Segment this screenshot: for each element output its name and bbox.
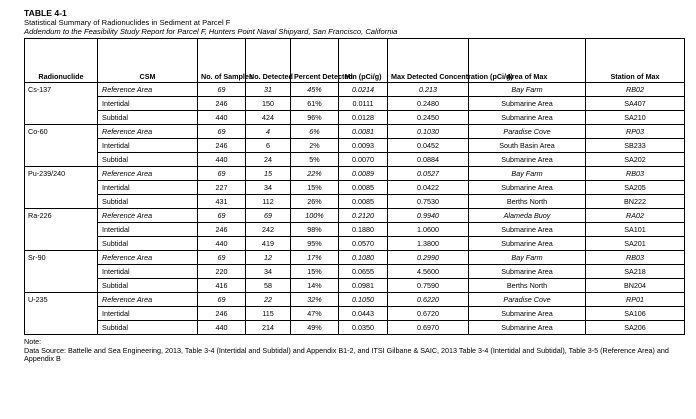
detected-cell: 12 bbox=[246, 251, 291, 265]
table-row bbox=[25, 195, 685, 209]
min-cell: 0.0981 bbox=[339, 279, 388, 293]
max-cell: 0.7590 bbox=[388, 279, 469, 293]
radionuclide-cell: Cs-137 bbox=[25, 83, 98, 125]
column-header-max: Max Detected Concentration (pCi/g) bbox=[388, 39, 469, 83]
area-cell: Submarine Area bbox=[469, 97, 586, 111]
samples-cell: 440 bbox=[198, 321, 246, 335]
column-header-samples: No. of Samples bbox=[198, 39, 246, 83]
max-cell: 0.6720 bbox=[388, 307, 469, 321]
area-cell: Submarine Area bbox=[469, 223, 586, 237]
percent-cell: 61% bbox=[291, 97, 339, 111]
percent-cell: 2% bbox=[291, 139, 339, 153]
min-cell: 0.0070 bbox=[339, 153, 388, 167]
min-cell: 0.0655 bbox=[339, 265, 388, 279]
percent-cell: 15% bbox=[291, 265, 339, 279]
area-cell: Submarine Area bbox=[469, 237, 586, 251]
samples-cell: 69 bbox=[198, 83, 246, 97]
station-cell: SA218 bbox=[586, 265, 685, 279]
csm-cell: Intertidal bbox=[98, 181, 198, 195]
area-cell: Paradise Cove bbox=[469, 125, 586, 139]
max-cell: 0.0452 bbox=[388, 139, 469, 153]
csm-cell: Reference Area bbox=[98, 125, 198, 139]
station-cell: BN222 bbox=[586, 195, 685, 209]
document-page bbox=[24, 8, 684, 364]
station-cell: RP03 bbox=[586, 125, 685, 139]
min-cell: 0.0128 bbox=[339, 111, 388, 125]
radionuclide-cell: Ra-226 bbox=[25, 209, 98, 251]
percent-cell: 95% bbox=[291, 237, 339, 251]
csm-cell: Subtidal bbox=[98, 195, 198, 209]
csm-cell: Intertidal bbox=[98, 139, 198, 153]
table-row bbox=[25, 293, 685, 307]
table-number: TABLE 4-1 bbox=[24, 8, 67, 18]
column-header-percent: Percent Detected bbox=[291, 39, 339, 83]
samples-cell: 227 bbox=[198, 181, 246, 195]
station-cell: SA210 bbox=[586, 111, 685, 125]
percent-cell: 98% bbox=[291, 223, 339, 237]
note-text: Data Source: Battelle and Sea Engineering, 2013, Table 3-4 (Intertidal and Subtidal) and Appendix B1-2, and ITSI Gilbane & SAIC, 2013 Table 3-4 (Intertidal and Subtidal), Table 3-5 (Reference Area) and Appendix B bbox=[24, 345, 669, 364]
table-row bbox=[25, 153, 685, 167]
csm-cell: Reference Area bbox=[98, 83, 198, 97]
detected-cell: 112 bbox=[246, 195, 291, 209]
detected-cell: 31 bbox=[246, 83, 291, 97]
radionuclide-summary-table bbox=[24, 38, 685, 335]
area-cell: Bay Farm bbox=[469, 83, 586, 97]
station-cell: SA206 bbox=[586, 321, 685, 335]
samples-cell: 440 bbox=[198, 153, 246, 167]
max-cell: 0.6220 bbox=[388, 293, 469, 307]
percent-cell: 22% bbox=[291, 167, 339, 181]
area-cell: Submarine Area bbox=[469, 307, 586, 321]
table-row bbox=[25, 265, 685, 279]
area-cell: Berths North bbox=[469, 279, 586, 293]
percent-cell: 17% bbox=[291, 251, 339, 265]
samples-cell: 416 bbox=[198, 279, 246, 293]
detected-cell: 22 bbox=[246, 293, 291, 307]
percent-cell: 15% bbox=[291, 181, 339, 195]
samples-cell: 69 bbox=[198, 209, 246, 223]
max-cell: 1.3800 bbox=[388, 237, 469, 251]
detected-cell: 242 bbox=[246, 223, 291, 237]
detected-cell: 150 bbox=[246, 97, 291, 111]
table-note bbox=[24, 338, 684, 364]
csm-cell: Intertidal bbox=[98, 223, 198, 237]
percent-cell: 96% bbox=[291, 111, 339, 125]
max-cell: 0.1030 bbox=[388, 125, 469, 139]
samples-cell: 440 bbox=[198, 111, 246, 125]
detected-cell: 58 bbox=[246, 279, 291, 293]
csm-cell: Subtidal bbox=[98, 237, 198, 251]
min-cell: 0.0089 bbox=[339, 167, 388, 181]
column-header-min: Min (pCi/g) bbox=[339, 39, 388, 83]
samples-cell: 69 bbox=[198, 125, 246, 139]
max-cell: 0.0884 bbox=[388, 153, 469, 167]
percent-cell: 32% bbox=[291, 293, 339, 307]
area-cell: Submarine Area bbox=[469, 181, 586, 195]
detected-cell: 115 bbox=[246, 307, 291, 321]
area-cell: Submarine Area bbox=[469, 153, 586, 167]
table-row bbox=[25, 167, 685, 181]
column-header-station: Station of Max bbox=[586, 39, 685, 83]
csm-cell: Reference Area bbox=[98, 251, 198, 265]
radionuclide-cell: U-235 bbox=[25, 293, 98, 335]
area-cell: Berths North bbox=[469, 195, 586, 209]
percent-cell: 45% bbox=[291, 83, 339, 97]
max-cell: 4.5600 bbox=[388, 265, 469, 279]
detected-cell: 424 bbox=[246, 111, 291, 125]
station-cell: SA202 bbox=[586, 153, 685, 167]
station-cell: RB02 bbox=[586, 83, 685, 97]
min-cell: 0.0081 bbox=[339, 125, 388, 139]
station-cell: SA101 bbox=[586, 223, 685, 237]
samples-cell: 440 bbox=[198, 237, 246, 251]
percent-cell: 5% bbox=[291, 153, 339, 167]
csm-cell: Subtidal bbox=[98, 321, 198, 335]
min-cell: 0.0350 bbox=[339, 321, 388, 335]
station-cell: BN204 bbox=[586, 279, 685, 293]
min-cell: 0.0111 bbox=[339, 97, 388, 111]
samples-cell: 69 bbox=[198, 293, 246, 307]
station-cell: SA205 bbox=[586, 181, 685, 195]
csm-cell: Subtidal bbox=[98, 111, 198, 125]
samples-cell: 69 bbox=[198, 251, 246, 265]
table-row bbox=[25, 237, 685, 251]
csm-cell: Reference Area bbox=[98, 209, 198, 223]
min-cell: 0.0085 bbox=[339, 181, 388, 195]
csm-cell: Intertidal bbox=[98, 265, 198, 279]
table-row bbox=[25, 209, 685, 223]
table-row bbox=[25, 111, 685, 125]
area-cell: Bay Farm bbox=[469, 167, 586, 181]
csm-cell: Subtidal bbox=[98, 153, 198, 167]
table-title: Statistical Summary of Radionuclides in Sediment at Parcel F bbox=[24, 18, 231, 27]
station-cell: SA407 bbox=[586, 97, 685, 111]
min-cell: 0.0214 bbox=[339, 83, 388, 97]
max-cell: 1.0600 bbox=[388, 223, 469, 237]
table-row bbox=[25, 125, 685, 139]
table-subtitle: Addendum to the Feasibility Study Report for Parcel F, Hunters Point Naval Shipyard, San Francisco, California bbox=[24, 27, 398, 36]
detected-cell: 15 bbox=[246, 167, 291, 181]
column-header-radionuclide: Radionuclide bbox=[25, 39, 98, 83]
area-cell: Submarine Area bbox=[469, 321, 586, 335]
detected-cell: 6 bbox=[246, 139, 291, 153]
samples-cell: 69 bbox=[198, 167, 246, 181]
area-cell: South Basin Area bbox=[469, 139, 586, 153]
table-row bbox=[25, 223, 685, 237]
min-cell: 0.0570 bbox=[339, 237, 388, 251]
max-cell: 0.2450 bbox=[388, 111, 469, 125]
station-cell: RB03 bbox=[586, 251, 685, 265]
percent-cell: 49% bbox=[291, 321, 339, 335]
min-cell: 0.1050 bbox=[339, 293, 388, 307]
percent-cell: 14% bbox=[291, 279, 339, 293]
area-cell: Alameda Buoy bbox=[469, 209, 586, 223]
area-cell: Submarine Area bbox=[469, 111, 586, 125]
min-cell: 0.1080 bbox=[339, 251, 388, 265]
detected-cell: 34 bbox=[246, 181, 291, 195]
note-label: Note: bbox=[24, 337, 42, 346]
detected-cell: 24 bbox=[246, 153, 291, 167]
max-cell: 0.7530 bbox=[388, 195, 469, 209]
samples-cell: 246 bbox=[198, 139, 246, 153]
min-cell: 0.0443 bbox=[339, 307, 388, 321]
station-cell: RA02 bbox=[586, 209, 685, 223]
area-cell: Bay Farm bbox=[469, 251, 586, 265]
csm-cell: Reference Area bbox=[98, 293, 198, 307]
table-body bbox=[25, 83, 685, 335]
detected-cell: 4 bbox=[246, 125, 291, 139]
station-cell: SB233 bbox=[586, 139, 685, 153]
column-header-detected: No. Detected bbox=[246, 39, 291, 83]
radionuclide-cell: Sr-90 bbox=[25, 251, 98, 293]
samples-cell: 246 bbox=[198, 223, 246, 237]
max-cell: 0.2480 bbox=[388, 97, 469, 111]
table-row bbox=[25, 139, 685, 153]
percent-cell: 100% bbox=[291, 209, 339, 223]
samples-cell: 246 bbox=[198, 97, 246, 111]
radionuclide-cell: Pu-239/240 bbox=[25, 167, 98, 209]
csm-cell: Subtidal bbox=[98, 279, 198, 293]
detected-cell: 34 bbox=[246, 265, 291, 279]
min-cell: 0.1880 bbox=[339, 223, 388, 237]
table-header-row bbox=[25, 39, 685, 83]
max-cell: 0.9940 bbox=[388, 209, 469, 223]
table-row bbox=[25, 97, 685, 111]
table-row bbox=[25, 307, 685, 321]
column-header-area: Area of Max bbox=[469, 39, 586, 83]
max-cell: 0.6970 bbox=[388, 321, 469, 335]
station-cell: RP01 bbox=[586, 293, 685, 307]
station-cell: RB03 bbox=[586, 167, 685, 181]
max-cell: 0.0527 bbox=[388, 167, 469, 181]
radionuclide-cell: Co-60 bbox=[25, 125, 98, 167]
detected-cell: 214 bbox=[246, 321, 291, 335]
percent-cell: 26% bbox=[291, 195, 339, 209]
table-row bbox=[25, 321, 685, 335]
percent-cell: 6% bbox=[291, 125, 339, 139]
percent-cell: 47% bbox=[291, 307, 339, 321]
detected-cell: 69 bbox=[246, 209, 291, 223]
samples-cell: 220 bbox=[198, 265, 246, 279]
samples-cell: 246 bbox=[198, 307, 246, 321]
csm-cell: Intertidal bbox=[98, 307, 198, 321]
area-cell: Submarine Area bbox=[469, 265, 586, 279]
min-cell: 0.0093 bbox=[339, 139, 388, 153]
csm-cell: Reference Area bbox=[98, 167, 198, 181]
detected-cell: 419 bbox=[246, 237, 291, 251]
station-cell: SA106 bbox=[586, 307, 685, 321]
max-cell: 0.213 bbox=[388, 83, 469, 97]
csm-cell: Intertidal bbox=[98, 97, 198, 111]
table-row bbox=[25, 279, 685, 293]
samples-cell: 431 bbox=[198, 195, 246, 209]
table-row bbox=[25, 181, 685, 195]
max-cell: 0.2990 bbox=[388, 251, 469, 265]
min-cell: 0.0085 bbox=[339, 195, 388, 209]
area-cell: Paradise Cove bbox=[469, 293, 586, 307]
table-row bbox=[25, 251, 685, 265]
min-cell: 0.2120 bbox=[339, 209, 388, 223]
station-cell: SA201 bbox=[586, 237, 685, 251]
max-cell: 0.0422 bbox=[388, 181, 469, 195]
column-header-csm: CSM bbox=[98, 39, 198, 83]
table-row bbox=[25, 83, 685, 97]
